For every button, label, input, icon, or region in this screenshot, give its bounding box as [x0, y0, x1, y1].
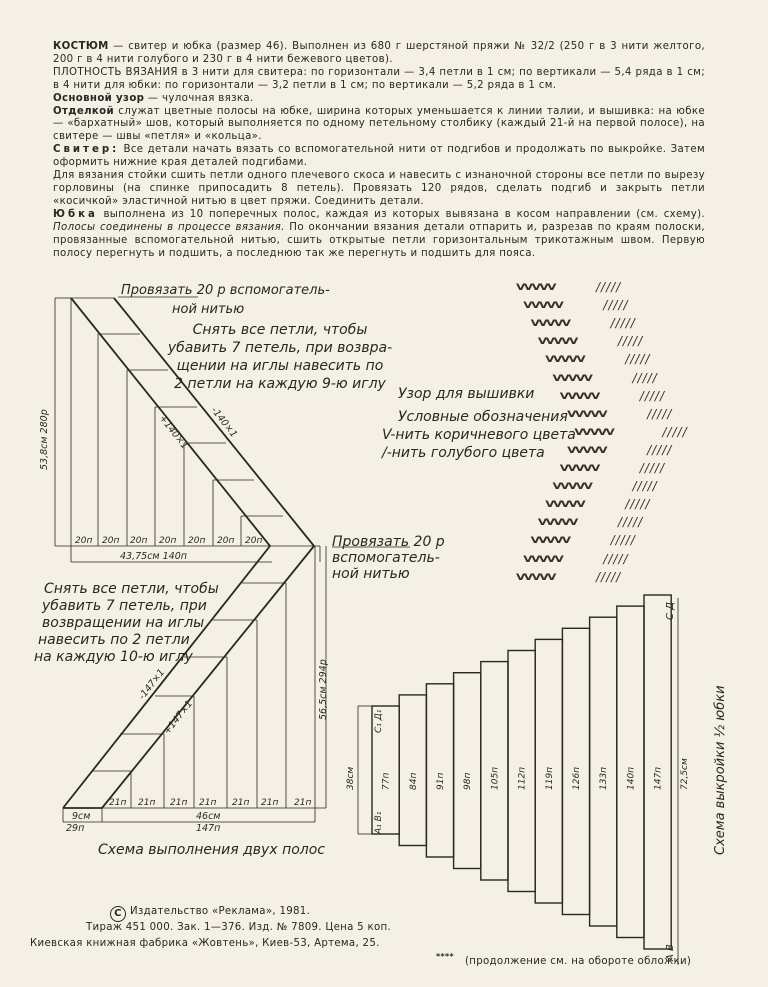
skirt-stripe-label: 112п — [517, 766, 528, 790]
pattern-row — [574, 425, 687, 439]
pattern-row — [523, 552, 628, 566]
pattern-row — [545, 497, 650, 511]
stripes-caption: Схема выполнения двух полос — [98, 842, 326, 858]
upper-note — [160, 321, 400, 393]
pattern-row — [516, 570, 621, 584]
sweater-paragraph — [53, 144, 705, 170]
right-note-line: Провязать 20 р — [332, 534, 445, 550]
slash-stitch-group: ///// — [603, 551, 629, 566]
slash-stitch-group: ///// — [596, 569, 622, 584]
upper-cell-label: 20п — [130, 536, 148, 546]
lower-note-line: на каждую 10-ю иглу — [34, 649, 193, 665]
lower-left-width-1: 9см — [72, 811, 91, 822]
skirt-stripe-label: 133п — [599, 766, 610, 790]
legend-v: V-нить коричневого цвета — [382, 427, 576, 443]
slash-stitch-group: ///// — [639, 388, 666, 403]
slash-stitch-group: ///// — [617, 334, 644, 349]
intro-text: — свитер и юбка (размер 46). Выполнен из 680 г шерстяной пряжи № 32/2 (250 г в 3 нити желтого, 200 г в 4 нити голубого и 230 г в 4 нити бежевого цветов). — [53, 41, 705, 65]
upper-note-line: щении на иглы навесить по — [176, 358, 384, 374]
v-stitch-group: VVVVV — [545, 499, 585, 510]
v-stitch-group: VVVVV — [552, 372, 592, 383]
pattern-row — [538, 334, 643, 348]
lower-cell-label: 21п — [199, 798, 217, 808]
sweater-text: Все детали начать вязать со вспомогательной нити от подгибов и продолжать по выкройке. Затем оформить нижние края деталей подгибами. — [53, 144, 705, 169]
lower-cell-label: 21п — [109, 798, 127, 808]
v-stitch-group: VVVVV — [574, 426, 614, 437]
v-stitch-group: VVVVV — [523, 300, 563, 310]
v-stitch-group: VVVVV — [523, 553, 563, 564]
pattern-label: Основной узор — [53, 92, 145, 104]
pattern-row — [531, 533, 636, 547]
upper-cell-label: 20п — [75, 536, 93, 546]
upper-width-label: 43,75см 140п — [120, 551, 187, 562]
lower-note-line: навесить по 2 петли — [38, 632, 190, 648]
top-note-line-1: Провязать 20 р вспомогатель- — [121, 283, 330, 298]
skirt-text-1: выполнена из 10 поперечных полос, каждая из которых вывязана в косом направлении (см. схему). — [97, 208, 705, 220]
legend-slash: /-нить голубого цвета — [382, 445, 545, 461]
v-stitch-group: VVVVV — [516, 571, 555, 582]
v-stitch-group: VVVVV — [567, 444, 607, 455]
v-stitch-group: VVVVV — [516, 282, 555, 292]
skirt-stripe-label: 84п — [408, 772, 419, 790]
upper-cell-label: 20п — [188, 536, 206, 546]
skirt-stripe — [562, 628, 589, 914]
lower-note — [20, 581, 240, 666]
skirt-stripe — [644, 595, 671, 949]
lower-left-width-2: 29п — [66, 823, 85, 834]
lower-cell-labels — [109, 798, 311, 808]
lower-cell-label: 21п — [261, 798, 279, 808]
slash-stitch-group: ///// — [625, 352, 651, 367]
pattern-row — [538, 515, 643, 529]
skirt-stripe — [454, 673, 481, 869]
density-text: в 3 нити для свитера: по горизонтали — 3,4 петли в 1 см; по вертикали — 5,4 ряда в 1 см; в 4 нити для юбки: по горизонтали — 3,2 петли в 1 см; по вертикали — 5,2 ряда в 1 см. — [53, 66, 706, 91]
pattern-paragraph — [53, 93, 705, 106]
skirt-stripe-label: 105п — [490, 766, 501, 790]
sweater-label: Свитер: — [53, 144, 120, 156]
upper-cell-label: 20п — [159, 536, 177, 546]
skirt-stripe — [481, 662, 508, 880]
pattern-row — [567, 407, 672, 421]
skirt-text-italic: Полосы соединены в процессе вязания. — [53, 221, 285, 233]
v-stitch-group: VVVVV — [552, 481, 592, 491]
skirt-corner-bottom-small: А₁ В₁ — [374, 811, 384, 834]
skirt-stripe-label: 119п — [544, 766, 555, 790]
upper-note-line: убавить 7 петель, при возвра- — [167, 340, 393, 356]
lower-diag-label-2: +147×1 — [161, 698, 196, 737]
skirt-text-2: По окончании вязания детали отпарить и, разрезав по краям полоски, провязанные вспомогательной нитью, сшить открытые петли горизонтальным трикотажным швом. Первую полосу перегнуть и подшить, а последнюю так же перегнуть и подшить для пояса. — [53, 221, 706, 259]
skirt-corner-top-big: С Д — [665, 602, 676, 620]
lower-cell-label: 21п — [138, 798, 156, 808]
skirt-label: Юбка — [53, 208, 98, 220]
skirt-corner-bottom-big: А В — [665, 944, 676, 961]
costume-title: КОСТЮМ — [53, 41, 109, 52]
intro-paragraph — [53, 41, 705, 67]
slash-stitch-group: ///// — [596, 280, 622, 294]
lower-width-2: 147п — [196, 823, 221, 834]
v-stitch-group: VVVVV — [537, 517, 577, 528]
collar-paragraph: Для вязания стойки сшить петли одного плечевого скоса и навесить с изнаночной стороны все петли по вырезу горловины (на спинке припосадить 8 петель). Провязать 120 рядов, сделать подгиб и закрыть петли «косичкой» эластичной нитью в цвет пряжи. Соединить детали. — [53, 170, 705, 207]
lower-cell-label: 21п — [170, 798, 188, 808]
skirt-right-height: 72,5см — [680, 758, 690, 790]
upper-diag-label-2: +140×1 — [156, 413, 190, 452]
skirt-stripe-label: 126п — [572, 766, 582, 790]
right-note — [332, 534, 445, 582]
skirt-paragraph — [53, 209, 705, 261]
lower-note-line: возвращении на иглы — [42, 615, 205, 631]
slash-stitch-group: ///// — [610, 316, 636, 331]
upper-height-label: 53,8см 280р — [39, 409, 50, 470]
v-stitch-group: VVVVV — [567, 408, 607, 419]
lower-note-line: убавить 7 петель, при — [42, 598, 207, 614]
lower-diag-label-1: -147×1 — [136, 667, 168, 702]
v-stitch-group: VVVVV — [537, 336, 577, 347]
pattern-text: — чулочная вязка. — [144, 92, 254, 104]
skirt-stripe — [617, 606, 644, 937]
lower-height-label: 56,5см 294р — [318, 659, 329, 720]
v-stitch-group: VVVVV — [559, 463, 599, 473]
copyright-line — [110, 906, 310, 922]
right-note-line: ной нитью — [332, 566, 410, 582]
skirt-stripe — [535, 639, 562, 903]
skirt-corner-top-small: С₁ Д₁ — [374, 709, 384, 733]
right-note-line: вспомогатель- — [332, 550, 440, 566]
lower-cell-label: 21п — [232, 798, 250, 808]
slash-stitch-group: ///// — [662, 424, 688, 439]
pattern-row — [553, 479, 658, 493]
slash-stitch-group: ///// — [625, 497, 651, 512]
upper-cell-label: 20п — [102, 536, 120, 546]
pattern-row — [516, 280, 621, 294]
pattern-row — [560, 461, 665, 475]
slash-stitch-group: ///// — [647, 442, 673, 457]
pattern-row — [523, 298, 628, 312]
skirt-left-height: 38см — [346, 766, 356, 790]
upper-note-line: Снять все петли, чтобы — [192, 322, 368, 338]
skirt-stripe-label: 98п — [463, 772, 474, 790]
slash-stitch-group: ///// — [617, 515, 644, 530]
lower-cell-label: 21п — [294, 798, 312, 808]
factory-info: Киевская книжная фабрика «Жовтень», Киев-53, Артема, 25. — [30, 938, 380, 949]
print-info: Тираж 451 000. Зак. 1—376. Изд. № 7809. Цена 5 коп. — [86, 922, 391, 933]
copyright-text: Издательство «Реклама», 1981. — [130, 906, 311, 917]
skirt-stripe-label: 77п — [381, 772, 392, 790]
skirt-stripe-label: 140п — [626, 766, 637, 790]
stars: **** — [436, 952, 454, 961]
copyright-icon: C — [110, 906, 126, 922]
density-label: ПЛОТНОСТЬ ВЯЗАНИЯ — [53, 66, 178, 78]
lower-note-line: Снять все петли, чтобы — [44, 581, 219, 597]
instructions-text — [53, 41, 705, 260]
top-note-line-2: ной нитью — [172, 302, 245, 317]
skirt-steps — [372, 595, 671, 949]
skirt-stripe-label: 147п — [653, 766, 664, 790]
v-stitch-group: VVVVV — [545, 354, 585, 365]
upper-note-line: 2 петли на каждую 9-ю иглу — [174, 376, 386, 392]
finish-paragraph — [53, 106, 705, 145]
finish-text: служат цветные полосы на юбке, ширина которых уменьшается к линии талии, и вышивка: на юбке — «бархатный» шов, который выполняется по одному петельному столбику (каждый 21-й на первой полосе), на свитере — швы «петля» и «кольца». — [53, 105, 705, 143]
embroidery-title: Узор для вышивки — [398, 386, 535, 402]
skirt-labels — [382, 767, 664, 790]
finish-label: Отделкой — [53, 105, 115, 117]
lower-width-1: 46см — [196, 811, 221, 822]
slash-stitch-group: ///// — [639, 461, 666, 475]
pattern-row — [553, 371, 658, 385]
pattern-row — [531, 316, 636, 330]
v-stitch-group: VVVVV — [559, 390, 599, 401]
skirt-caption: Схема выкройки ½ юбки — [713, 685, 728, 855]
skirt-stripe — [508, 651, 535, 892]
v-stitch-group: VVVVV — [530, 318, 570, 329]
skirt-stripe — [590, 617, 617, 926]
density-paragraph — [53, 67, 705, 93]
v-stitch-group: VVVVV — [530, 535, 570, 546]
slash-stitch-group: ///// — [610, 533, 636, 548]
slash-stitch-group: ///// — [632, 370, 658, 385]
pattern-row — [560, 389, 665, 403]
slash-stitch-group: ///// — [603, 298, 629, 313]
legend-title: Условные обозначения — [398, 409, 568, 425]
skirt-stripe — [372, 706, 399, 834]
skirt-stripe — [399, 695, 426, 846]
pattern-row — [545, 352, 650, 366]
skirt-stripe — [426, 684, 453, 857]
skirt-stripe-label: 91п — [436, 772, 446, 790]
upper-diag-label-1: -140×1 — [208, 405, 240, 440]
continued-note: (продолжение см. на обороте обложки) — [465, 956, 692, 967]
upper-cell-label: 20п — [217, 536, 235, 546]
slash-stitch-group: ///// — [647, 406, 673, 421]
upper-cell-label: 20п — [245, 536, 263, 546]
upper-cell-labels — [75, 536, 262, 546]
slash-stitch-group: ///// — [632, 479, 658, 494]
pattern-row — [567, 443, 672, 457]
